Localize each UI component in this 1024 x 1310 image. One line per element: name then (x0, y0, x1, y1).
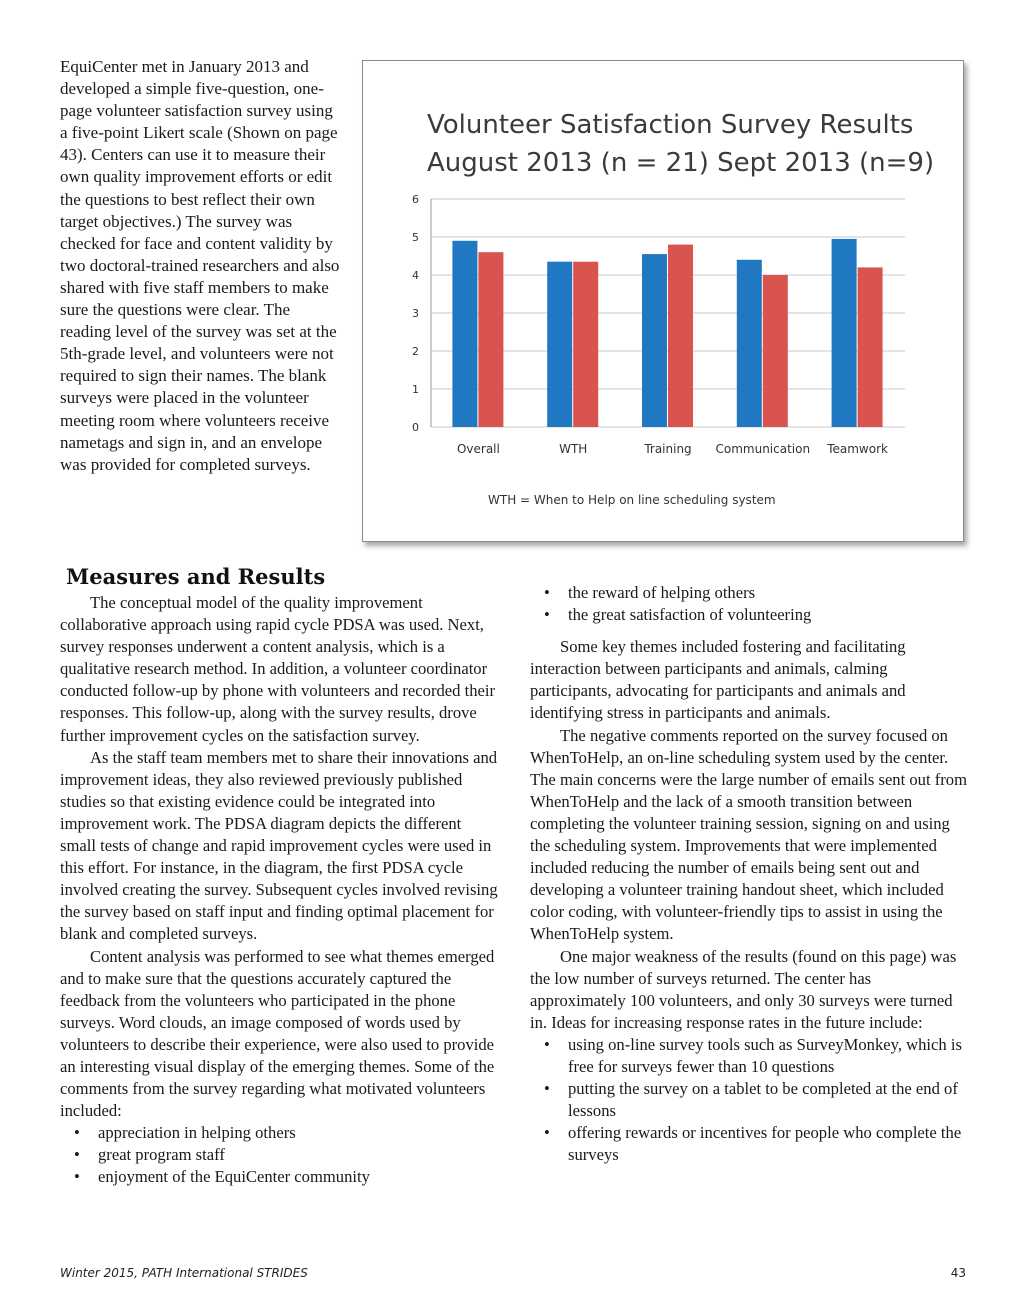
intro-paragraph: EquiCenter met in January 2013 and developed a simple five-question, one-page volunteer satisfaction survey using a five-point Likert scale (Shown on page 43). Centers can use it to measure their own quality improvement efforts or edit the questions to best reflect their own target objectives.) The survey was checked for face and content validity by two doctoral-trained researchers and also shared with five staff members to make sure the questions were clear. The reading level of the survey was set at the 5th-grade level, and volunteers were not required to sign their names. The blank surveys were placed in the volunteer meeting room where volunteers receive nametags and sign in, and an envelope was provided for completed surveys. (60, 57, 340, 474)
section-heading: Measures and Results (66, 564, 326, 589)
list-item: • putting the survey on a tablet to be completed at the end of lessons (530, 1078, 970, 1122)
paragraph: The conceptual model of the quality improvement collaborative approach using rapid cycle PDSA was used. Next, survey responses underwent a content analysis, which is a qualitative research method. In addition, a volunteer coordinator conducted follow-up by phone with volunteers and recorded their responses. This follow-up, along with the survey results, drove further improvement cycles on the satisfaction survey. (60, 593, 495, 745)
paragraph: Some key themes included fostering and facilitating interaction between participants and animals, calming participants, advocating for participants and animals and identifying stress in participants and animals. (530, 637, 906, 723)
y-tick-label: 6 (412, 193, 419, 206)
bar-september-wth (573, 262, 598, 427)
survey-chart (362, 60, 964, 542)
x-category-label: Communication (715, 442, 811, 456)
y-tick-label: 3 (412, 307, 419, 320)
x-category-label: Training (644, 442, 692, 456)
page-footer (60, 1266, 966, 1280)
bar-september-overall (478, 252, 503, 427)
chart-note: WTH = When to Help on line scheduling system (488, 493, 776, 507)
list-item: • the reward of helping others (530, 582, 970, 604)
bar-august-communication (737, 260, 762, 427)
paragraph: Content analysis was performed to see what themes emerged and to make sure that the questions accurately captured the feedback from the volunteers who participated in the phone surveys. Word clouds, an image composed of words used by volunteers to describe their experience, were also used to provide an interesting visual display of the emerging themes. Some of the comments from the survey regarding what motivated volunteers included: (60, 946, 495, 1121)
list-item: • appreciation in helping others (60, 1122, 500, 1144)
publication-title: Winter 2015, PATH International STRIDES (60, 1266, 308, 1280)
x-category-label: Overall (456, 442, 500, 456)
list-item: • great program staff (60, 1144, 500, 1166)
chart-svg (363, 61, 963, 541)
y-tick-label: 2 (412, 345, 419, 358)
right-column (530, 582, 970, 1166)
chart-title-line2: August 2013 (n = 21) Sept 2013 (n=9) (427, 148, 935, 178)
y-tick-label: 4 (412, 269, 419, 282)
chart-title-line1: Volunteer Satisfaction Survey Results (427, 110, 914, 140)
y-tick-label: 1 (412, 383, 419, 396)
paragraph: As the staff team members met to share their innovations and improvement ideas, they also reviewed previously published studies so that existing evidence could be integrated into improvement work. The PDSA diagram depicts the different small tests of change and rapid improvement cycles were used in this effort. For instance, in the diagram, the first PDSA cycle involved creating the survey. Subsequent cycles involved revising the survey based on staff input and finding optimal placement for blank and completed surveys. (60, 747, 498, 944)
improvement-ideas-list (530, 1034, 970, 1167)
paragraph: The negative comments reported on the survey focused on WhenToHelp, an on-line scheduling system used by the center. The main concerns were the large number of emails sent out from WhenToHelp and the lack of a smooth transition between completing the volunteer training session, signing on and using the scheduling system. Improvements that were implemented included reducing the number of emails being sent out and developing a volunteer training handout sheet, which included color coding, with volunteer-friendly tips to assist in using the WhenToHelp system. (530, 725, 967, 944)
y-tick-label: 5 (412, 231, 419, 244)
bar-september-teamwork (858, 267, 883, 427)
y-tick-label: 0 (412, 421, 419, 434)
bar-august-teamwork (832, 239, 857, 427)
bar-august-wth (547, 262, 572, 427)
bar-august-training (642, 254, 667, 427)
x-category-label: WTH (559, 442, 588, 456)
list-item: • the great satisfaction of volunteering (530, 604, 970, 626)
left-column (60, 592, 500, 1189)
page-number: 43 (950, 1266, 966, 1280)
paragraph: One major weakness of the results (found on this page) was the low number of surveys returned. The center has approximately 100 volunteers, and only 30 surveys were turned in. Ideas for increasing response rates in the future include: (530, 946, 957, 1032)
list-item: • enjoyment of the EquiCenter community (60, 1166, 500, 1188)
x-category-label: Teamwork (827, 442, 888, 456)
bar-september-training (668, 245, 693, 427)
bar-september-communication (763, 275, 788, 427)
bar-august-overall (452, 241, 477, 427)
list-item: • using on-line survey tools such as SurveyMonkey, which is free for surveys fewer than 10 questions (530, 1034, 970, 1078)
motivation-list (60, 1122, 500, 1188)
list-item: • offering rewards or incentives for people who complete the surveys (530, 1122, 970, 1166)
motivation-list-continued (530, 582, 970, 626)
